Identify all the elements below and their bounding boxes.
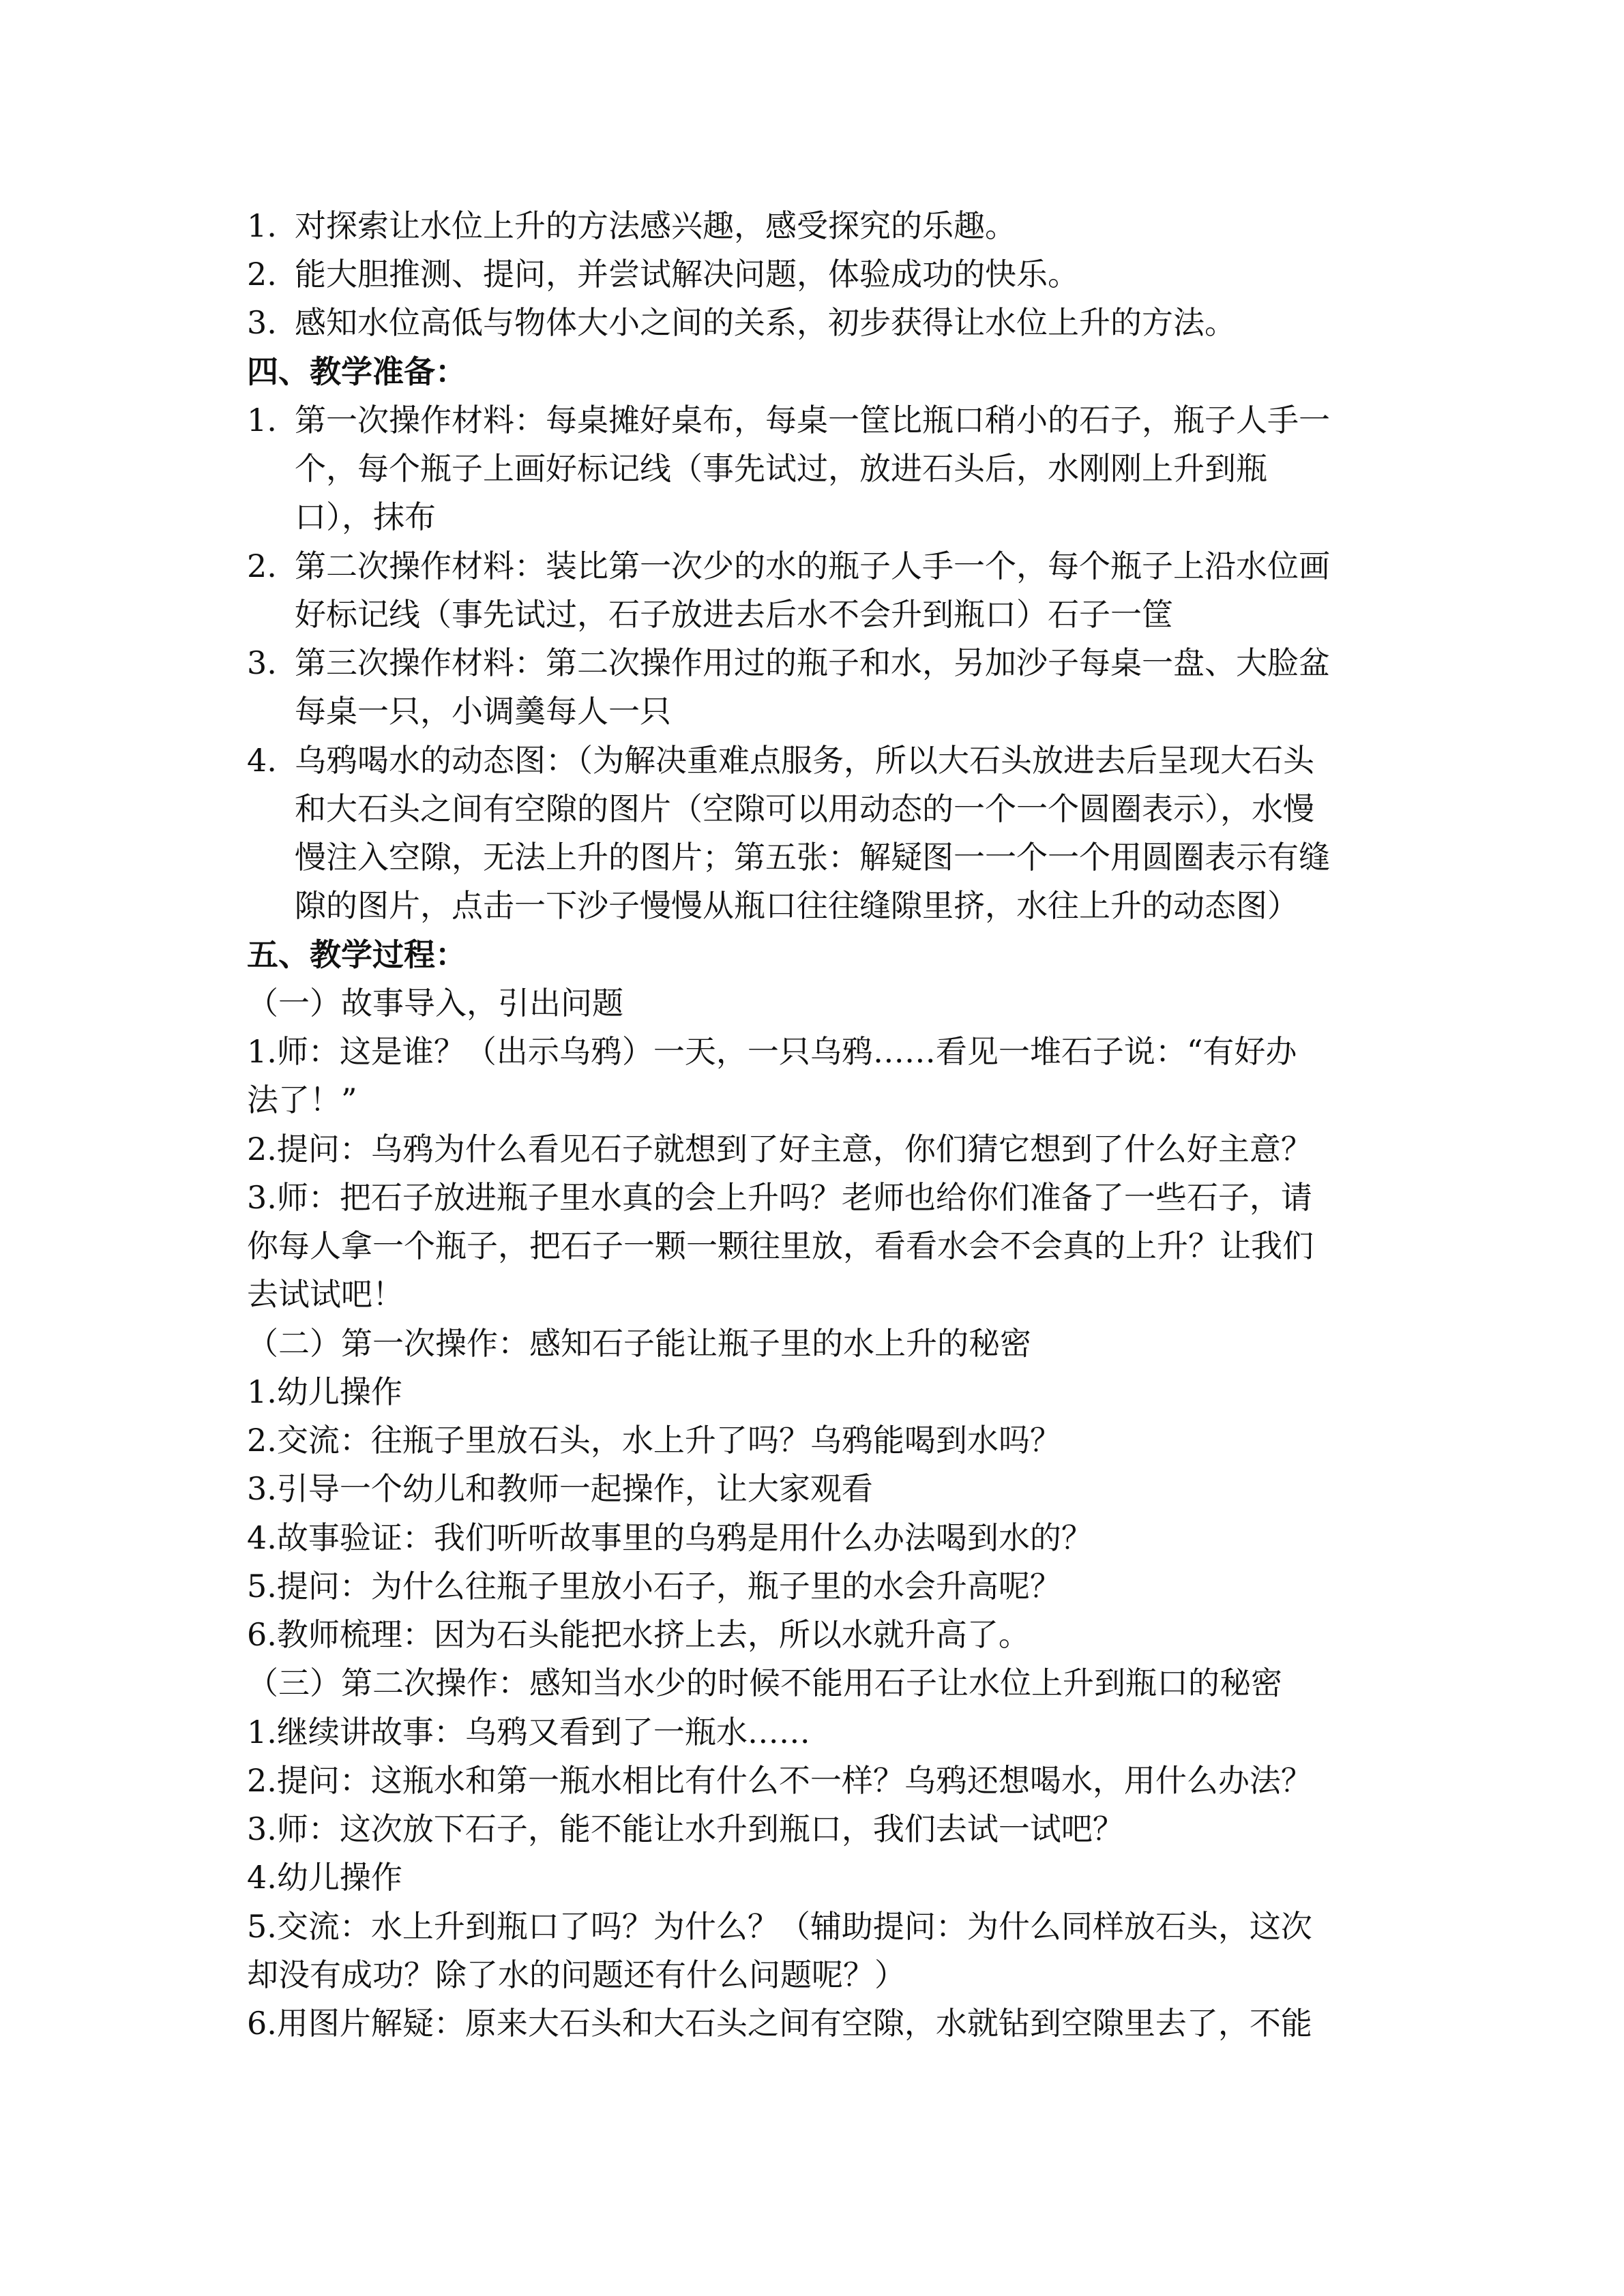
list-text: 乌鸦喝水的动态图：（为解决重难点服务，所以大石头放进去后呈现大石头 xyxy=(295,742,1314,779)
list-text: 每桌一只，小调羹每人一只 xyxy=(295,693,671,730)
list-text: 能大胆推测、提问，并尝试解决问题，体验成功的快乐。 xyxy=(295,256,1079,293)
list-number: 3. xyxy=(247,644,277,681)
list-number: 4. xyxy=(247,742,277,779)
list-number: 2. xyxy=(247,548,277,584)
list-text: 和大石头之间有空隙的图片（空隙可以用动态的一个一个圆圈表示），水慢 xyxy=(295,790,1314,827)
list-text: 好标记线（事先试过，石子放进去后水不会升到瓶口）石子一筐 xyxy=(295,596,1173,633)
list-text: 感知水位高低与物体大小之间的关系，初步获得让水位上升的方法。 xyxy=(295,304,1236,341)
list-text: 第二次操作材料：装比第一次少的水的瓶子人手一个，每个瓶子上沿水位画 xyxy=(295,548,1330,584)
list-number: 1. xyxy=(247,402,277,438)
list-text: 对探索让水位上升的方法感兴趣，感受探究的乐趣。 xyxy=(295,207,1016,244)
list-number: 3. xyxy=(247,304,277,341)
document-page: 1. 对探索让水位上升的方法感兴趣，感受探究的乐趣。 2. 能大胆推测、提问，并尝试解决问题，体验成功的快乐。 3. 感知水位高低与物体大小之间的关系，初步获得让水位上升的方法。 四、教学准备： 1. 第一次操作材料：每桌摊好桌布，每桌一筐比瓶口稍小的石子，瓶子人手一 个，每个瓶子上画好标记线（事先试过，放进石头后，水刚刚上升到瓶 口），抹布 2. 第二次操作材料：装比第一次少的水的瓶子人手一个，每个瓶子上沿水位画 好标记线（事先试过，石子放进去后水不会升到瓶口）石子一筐 3. 第三次操作材料：第二次操作用过的瓶子和水，另加沙子每桌一盘、大脸盆 每桌一只，小调羹每人一只 4. 乌鸦喝水的动态图：（为解决重难点服务，所以大石头放进去后呈现大石头 和大石头之间有空隙的图片（空隙可以用动态的一个一个圆圈表示），水慢 慢注入空隙，无法上升的图片；第五张：解疑图一一个一个用圆圈表示有缝 隙的图片，点击一下沙子慢慢从瓶口往往缝隙里挤，水往上升的动态图） 五、教学过程： （一）故事导入，引出问题 1.师：这是谁？（出示乌鸦）一天，一只乌鸦……看见一堆石子说：“有好办 法了！” 2.提问：乌鸦为什么看见石子就想到了好主意，你们猜它想到了什么好主意？ 3.师：把石子放进瓶子里水真的会上升吗？老师也给你们准备了一些石子，请 你每人拿一个瓶子，把石子一颗一颗往里放，看看水会不会真的上升？让我们 去试试吧！ （二）第一次操作：感知石子能让瓶子里的水上升的秘密 1.幼儿操作 2.交流：往瓶子里放石头，水上升了吗？乌鸦能喝到水吗？ 3.引导一个幼儿和教师一起操作，让大家观看 4.故事验证：我们听听故事里的乌鸦是用什么办法喝到水的？ 5.提问：为什么往瓶子里放小石子，瓶子里的水会升高呢？ 6.教师梳理：因为石头能把水挤上去，所以水就升高了。 （三）第二次操作：感知当水少的时候不能用石子让水位上升到瓶口的秘密 1.继续讲故事：乌鸦又看到了一瓶水…… 2.提问：这瓶水和第一瓶水相比有什么不一样？乌鸦还想喝水，用什么办法？ 3.师：这次放下石子，能不能让水升到瓶口，我们去试一试吧？ 4.幼儿操作 5.交流：水上升到瓶口了吗？为什么？（辅助提问：为什么同样放石头，这次 却没有成功？除了水的问题还有什么问题呢？） 6.用图片解疑：原来大石头和大石头之间有空隙，水就钻到空隙里去了，不能 xyxy=(0,0,1624,2296)
list-number: 1. xyxy=(247,207,277,244)
list-text: 第一次操作材料：每桌摊好桌布，每桌一筐比瓶口稍小的石子，瓶子人手一 xyxy=(295,402,1330,438)
list-text: 口），抹布 xyxy=(295,498,436,535)
list-number: 2. xyxy=(247,256,277,293)
list-text: 慢注入空隙，无法上升的图片；第五张：解疑图一一个一个用圆圈表示有缝 xyxy=(295,839,1330,876)
list-text: 隙的图片，点击一下沙子慢慢从瓶口往往缝隙里挤，水往上升的动态图） xyxy=(295,887,1299,924)
list-text: 个，每个瓶子上画好标记线（事先试过，放进石头后，水刚刚上升到瓶 xyxy=(295,450,1267,487)
list-text: 第三次操作材料：第二次操作用过的瓶子和水，另加沙子每桌一盘、大脸盆 xyxy=(295,644,1330,681)
